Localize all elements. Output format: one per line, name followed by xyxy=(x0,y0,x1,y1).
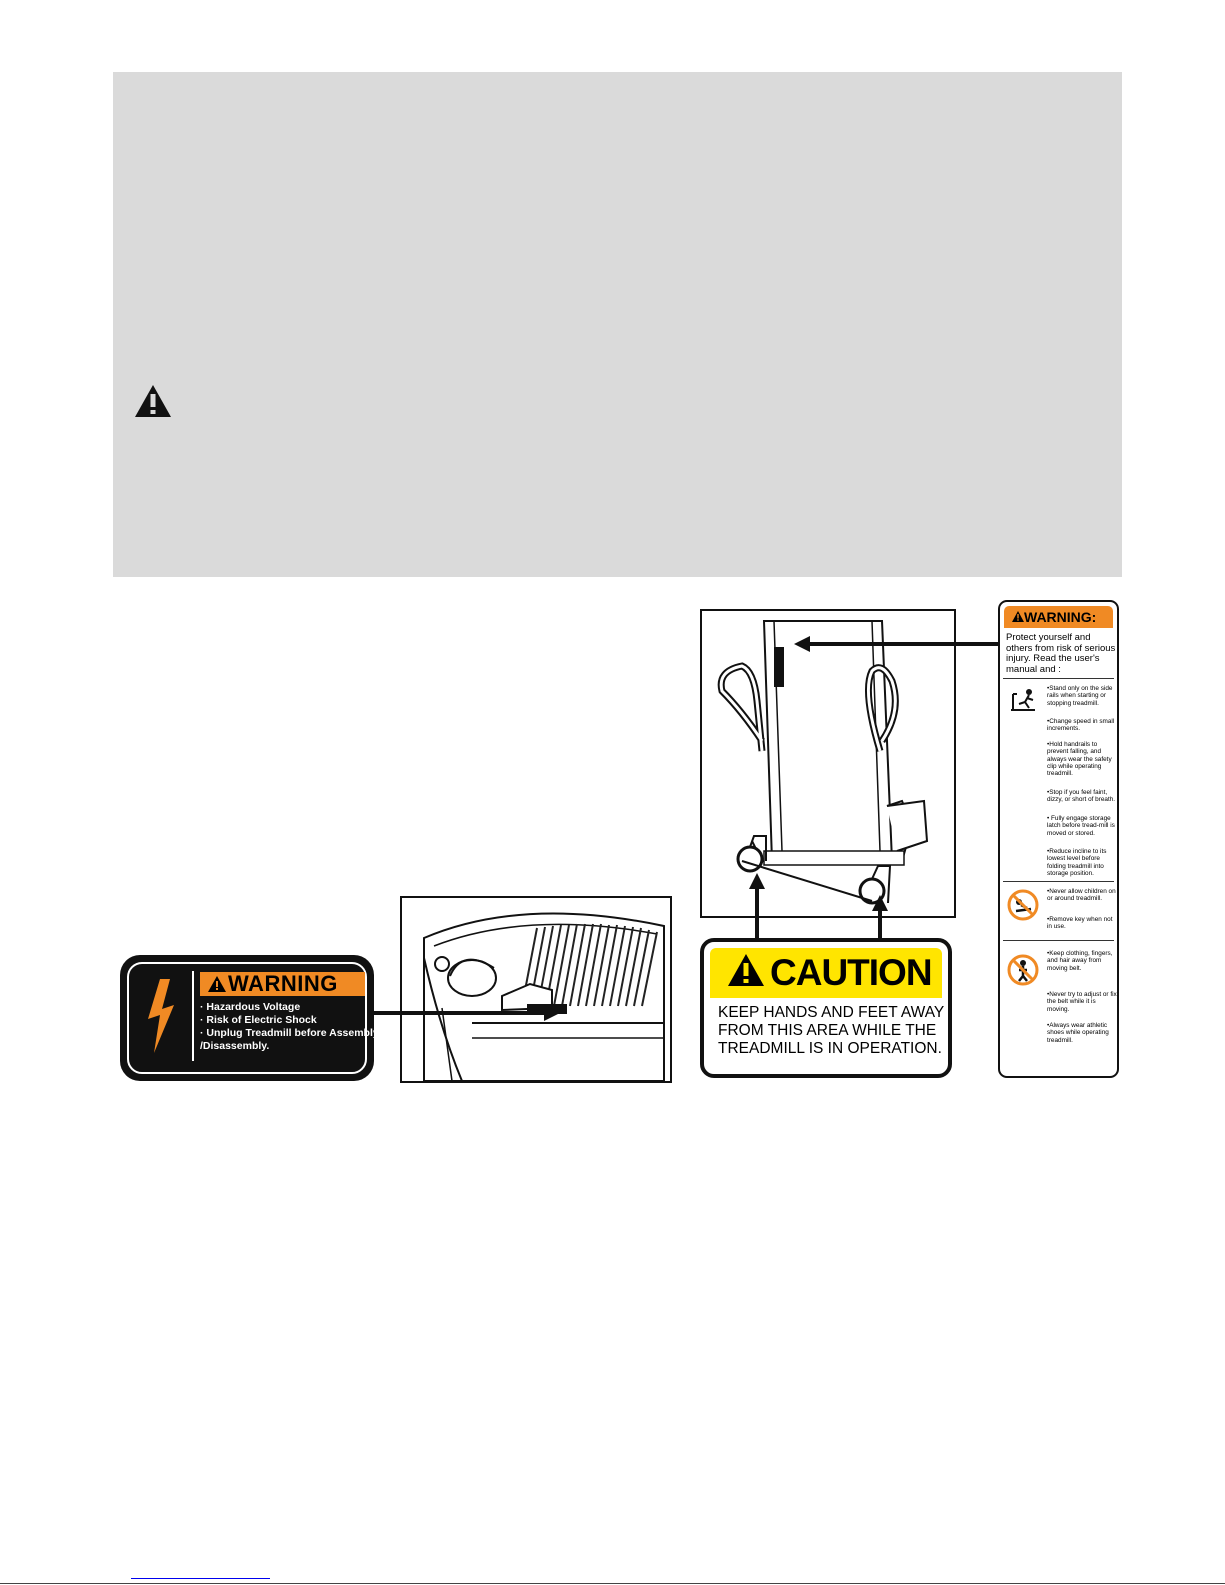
list-item: /Disassembly. xyxy=(200,1040,270,1052)
arrow-icon xyxy=(544,1005,560,1021)
list-item: •Stand only on the side rails when starting or stopping treadmill. xyxy=(1047,685,1113,707)
list-item: · Hazardous Voltage xyxy=(200,1001,301,1013)
footer-link-underline xyxy=(131,1578,270,1579)
warning-word: WARNING xyxy=(228,971,338,996)
list-item: •Never try to adjust or fix the belt while it is moving. xyxy=(1047,991,1117,1013)
list-item: •Remove key when not in use. xyxy=(1047,916,1113,931)
list-item: •Keep clothing, fingers, and hair away from moving belt. xyxy=(1047,950,1113,972)
footer-rule xyxy=(0,1583,1225,1584)
arrow-icon xyxy=(872,895,888,911)
arrow-icon xyxy=(749,873,765,889)
caution-message: KEEP HANDS AND FEET AWAY FROM THIS AREA WHILE THE TREADMILL IS IN OPERATION. xyxy=(718,1004,944,1057)
warning-label-intro: Protect yourself and others from risk of serious injury. Read the user's manual and : xyxy=(1006,632,1116,675)
arrow-icon xyxy=(794,636,810,652)
list-item: •Change speed in small increments. xyxy=(1047,718,1115,733)
list-item: •Stop if you feel faint, dizzy, or short of breath. xyxy=(1047,789,1116,804)
list-item: • Fully engage storage latch before tread-mill is moved or stored. xyxy=(1047,815,1115,837)
list-item: •Always wear athletic shoes while operating treadmill. xyxy=(1047,1022,1109,1044)
warning-label-title: WARNING: xyxy=(1024,609,1097,625)
caution-word: CAUTION xyxy=(770,952,932,993)
list-item: · Unplug Treadmill before Assembly xyxy=(200,1027,379,1039)
list-item: · Risk of Electric Shock xyxy=(200,1014,317,1026)
list-item: •Reduce incline to its lowest level before folding treadmill into storage position. xyxy=(1047,848,1107,877)
list-item: •Never allow children on or around treadmill. xyxy=(1047,888,1116,903)
list-item: •Hold handrails to prevent falling, and always wear the safety clip while operating treadmill. xyxy=(1047,741,1112,778)
